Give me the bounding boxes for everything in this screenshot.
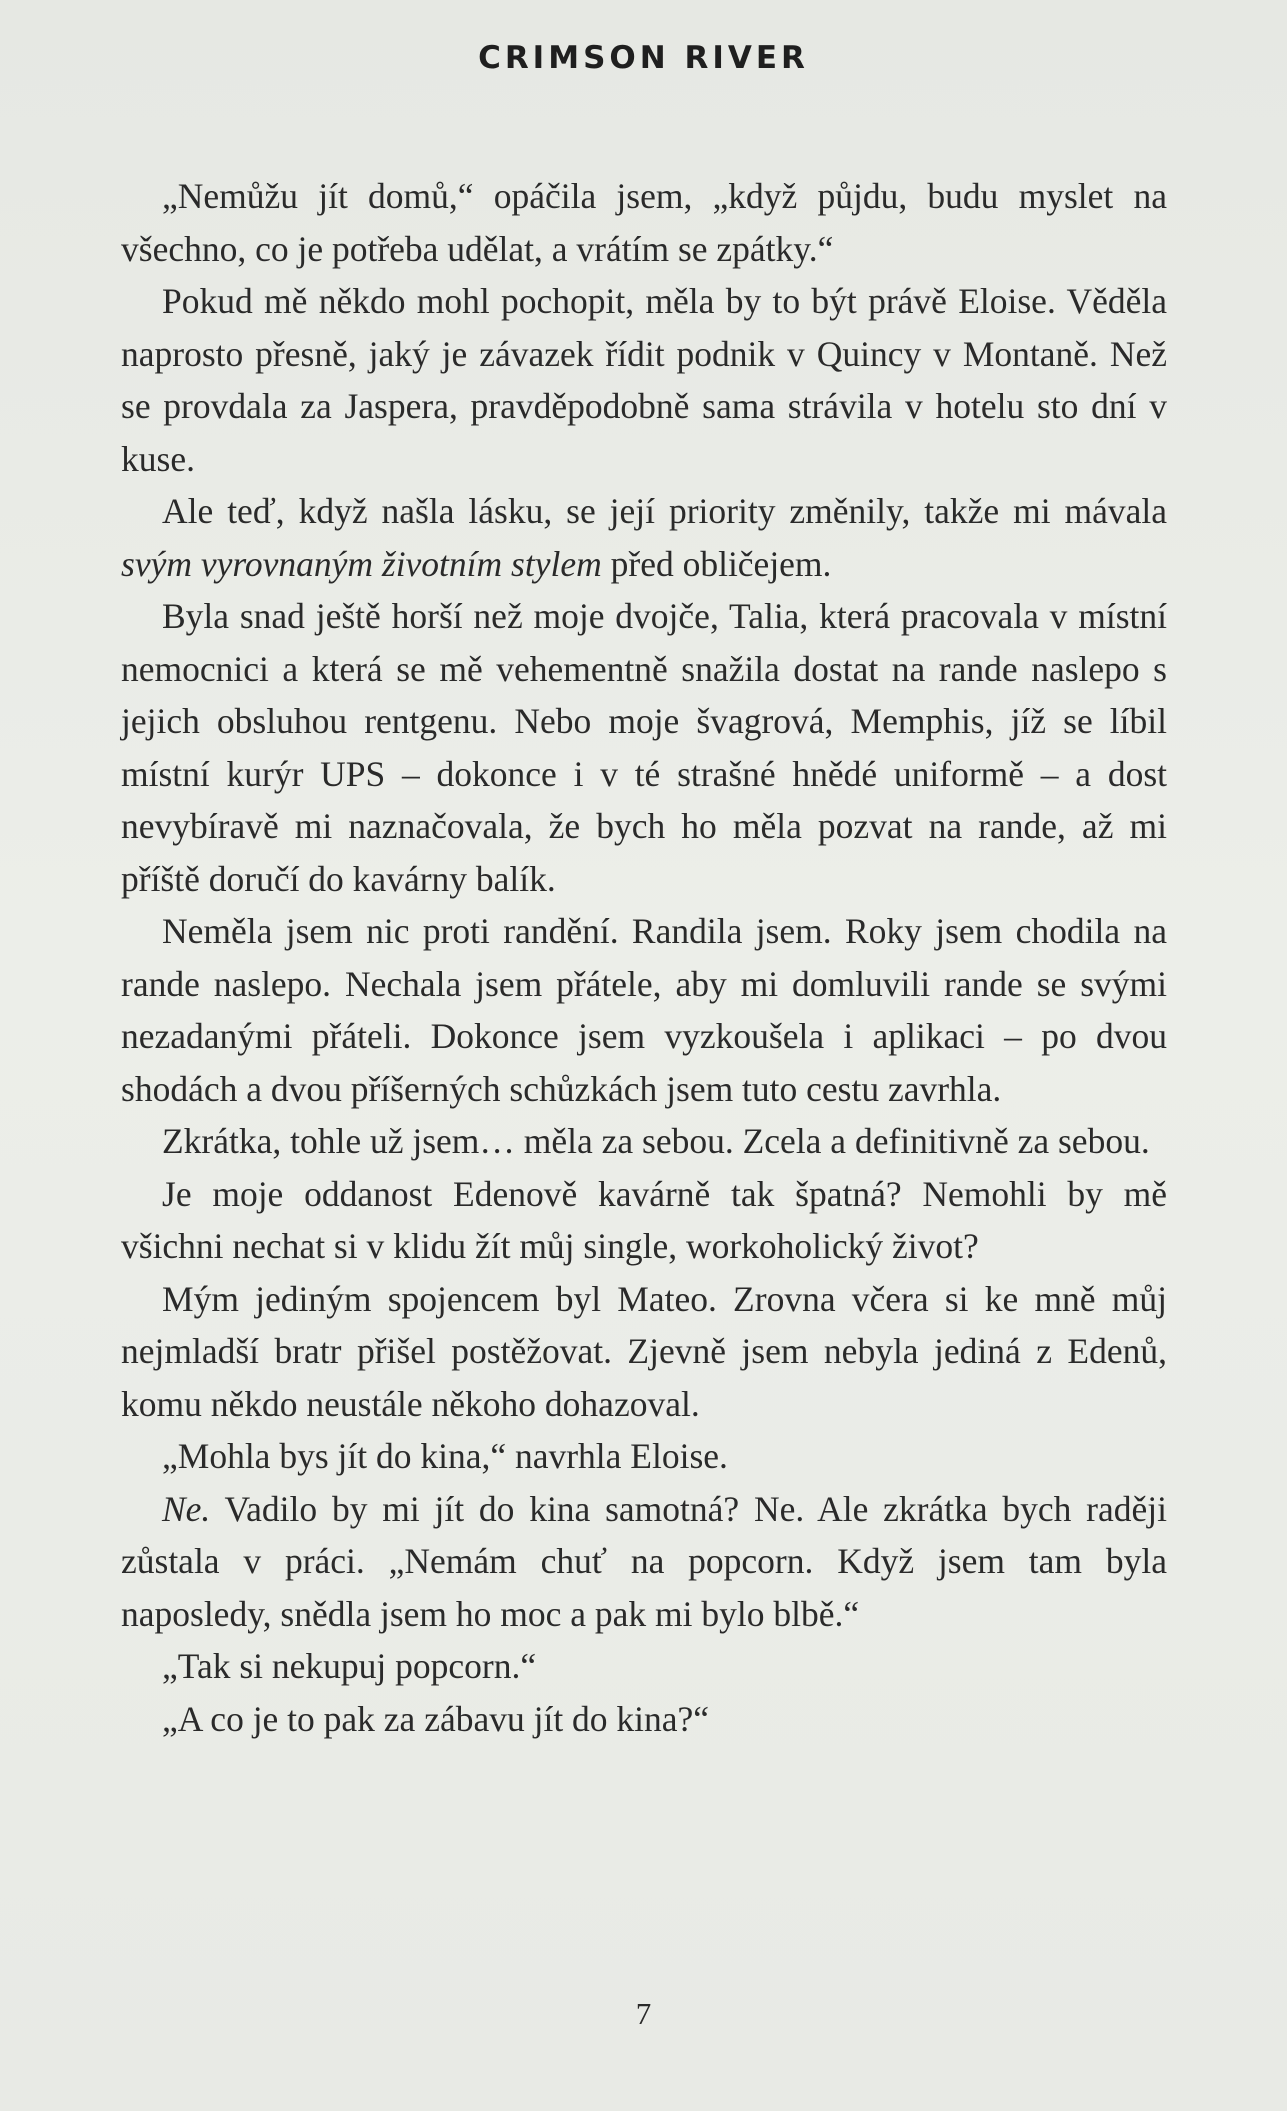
paragraph: Zkrátka, tohle už jsem… měla za sebou. Zcela a definitivně za sebou. (162, 1121, 1150, 1161)
paragraph: Pokud mě někdo mohl pochopit, měla by to být právě Eloise. Věděla naprosto přesně, jaký je závazek řídit podnik v Quincy v Montaně. Než se provdala za Jaspera, pravděpodobně sama strávila v hotelu sto dní v kuse. (121, 281, 1167, 479)
paragraph-text: Ale teď, když našla lásku, se její priority změnily, takže mi mávala (162, 491, 1167, 531)
paragraph (121, 485, 1167, 590)
italic-phrase: svým vyrovnaným životním stylem (121, 543, 602, 584)
paragraph-text: Vadilo by mi jít do kina samotná? Ne. Ale zkrátka bych raději zůstala v práci. „Nemám chuť na popcorn. Když jsem tam byla naposledy, snědla jsem ho moc a pak mi bylo blbě.“ (121, 1488, 1167, 1634)
paragraph: Neměla jsem nic proti randění. Randila jsem. Roky jsem chodila na rande naslepo. Nechala jsem přátele, aby mi domluvili rande se svými nezadanými přáteli. Dokonce jsem vyzkoušela i aplikaci – po dvou shodách a dvou příšerných schůzkách jsem tuto cestu zavrhla. (121, 911, 1167, 1109)
body-text (121, 170, 1167, 1745)
italic-phrase: Ne. (162, 1488, 211, 1529)
paragraph: „A co je to pak za zábavu jít do kina?“ (162, 1698, 710, 1739)
running-head: CRIMSON RIVER (478, 40, 809, 76)
paragraph: „Tak si nekupuj popcorn.“ (162, 1646, 537, 1686)
paragraph: „Mohla bys jít do kina,“ navrhla Eloise. (162, 1436, 728, 1476)
paragraph: Mým jediným spojencem byl Mateo. Zrovna včera si ke mně můj nejmladší bratr přišel postěžovat. Zjevně jsem nebyla jediná z Edenů, komu někdo neustále někoho dohazoval. (121, 1278, 1167, 1424)
paragraph: Je moje oddanost Edenově kavárně tak špatná? Nemohli by mě všichni nechat si v klidu žít můj single, workoholický život? (121, 1173, 1167, 1266)
paragraph: „Nemůžu jít domů,“ opáčila jsem, „když půjdu, budu myslet na všechno, co je potřeba udělat, a vrátím se zpátky.“ (121, 176, 1167, 269)
paragraph (121, 1483, 1167, 1641)
paragraph: Byla snad ještě horší než moje dvojče, Talia, která pracovala v místní nemocnici a která se mě vehementně snažila dostat na rande naslepo s jejich obsluhou rentgenu. Nebo moje švagrová, Memphis, jíž se líbil místní kurýr UPS – dokonce i v té strašné hnědé uniformě – a dost nevybíravě mi naznačovala, že bych ho měla pozvat na rande, až mi příště doručí do kavárny balík. (121, 596, 1167, 899)
paragraph-text: před obličejem. (601, 543, 832, 584)
page-number: 7 (635, 1996, 652, 2031)
